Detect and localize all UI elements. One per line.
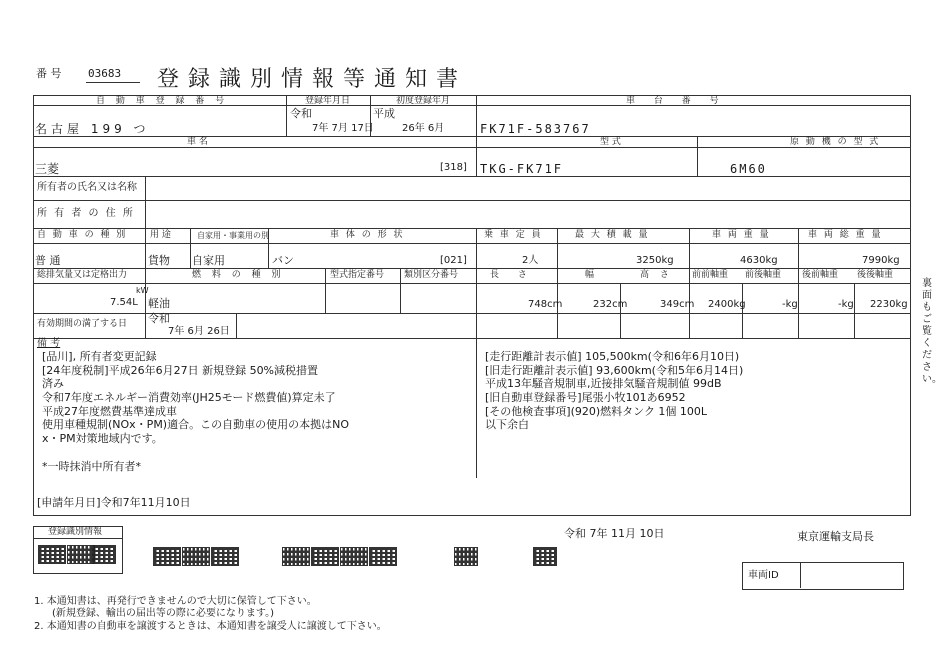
owner-name-label: 所有者の氏名又は名称: [37, 182, 137, 193]
reg-date-value: 7年 7月 17日: [312, 123, 374, 134]
expiry-header: 有効期間の満了する日: [37, 319, 128, 329]
rear-front-axle-header: 後前軸重: [802, 270, 839, 280]
remark-line: 使用車種規制(NOx・PM)適合。この自動車の使用の本拠はNO: [42, 418, 349, 431]
body-value: バン: [272, 254, 294, 267]
first-reg-header: 初度登録年月: [396, 96, 451, 106]
qr-code: [38, 545, 66, 564]
remark-line: *一時抹消中所有者*: [42, 460, 141, 473]
displacement-value: 7.54L: [110, 297, 138, 308]
model-code: [318]: [440, 162, 467, 173]
expiry-date: 7年 6月 26日: [168, 326, 230, 337]
reg-number-value: 名古屋 199 つ: [35, 122, 150, 136]
issue-date: 令和 7年 11月 10日: [564, 527, 665, 540]
length-value: 748cm: [528, 299, 563, 310]
number-label: 番 号: [36, 67, 62, 80]
displacement-unit: kW: [136, 286, 149, 295]
width-header: 幅: [585, 270, 595, 280]
private-value: 自家用: [192, 254, 225, 267]
category-number-header: 類別区分番号: [404, 270, 459, 280]
application-date: [申請年月日]令和7年11月10日: [37, 496, 191, 509]
rear-rear-axle-value: 2230kg: [870, 299, 908, 310]
owner-address-label: 所 有 者 の 住 所: [37, 208, 135, 219]
max-load-value: 3250kg: [636, 255, 674, 266]
qr-code: [182, 547, 210, 566]
qr-code: [369, 547, 397, 566]
model-header: 型 式: [600, 137, 621, 147]
gross-weight-value: 7990kg: [862, 255, 900, 266]
chassis-value: FK71F-583767: [480, 122, 591, 136]
qr-code: [92, 545, 116, 564]
front-rear-axle-header: 前後軸重: [745, 270, 782, 280]
car-name-value: 三菱: [35, 162, 60, 176]
remark-line: [24年度税制]平成26年6月27日 新規登録 50%減税措置: [42, 364, 319, 377]
reg-era: 令和: [290, 107, 312, 120]
rear-front-axle-value: -kg: [838, 299, 854, 310]
front-front-axle-value: 2400kg: [708, 299, 746, 310]
issuer: 東京運輸支局長: [797, 530, 874, 543]
rear-rear-axle-header: 後後軸重: [857, 270, 894, 280]
document-number: 03683: [88, 67, 122, 80]
remarks-header: 備 考: [37, 338, 61, 349]
qr-code: [340, 547, 368, 566]
max-load-header: 最 大 積 載 量: [575, 230, 650, 240]
usage-value: 貨物: [148, 254, 170, 267]
length-header: 長 さ: [490, 270, 535, 280]
side-note: 裏面もご覧ください。: [922, 278, 942, 385]
fuel-value: 軽油: [148, 297, 170, 310]
document-title: 登録識別情報等通知書: [157, 67, 468, 92]
remark-line: 令和7年度エネルギー消費効率(JH25モード燃費値)算定未了: [42, 391, 336, 404]
front-front-axle-header: 前前軸重: [692, 270, 729, 280]
kind-value: 普 通: [35, 254, 61, 267]
body-shape-header: 車 体 の 形 状: [330, 230, 405, 240]
qr-code: [67, 545, 95, 564]
footer-note: (新規登録、輸出の届出等の際に必要になります。): [52, 608, 275, 619]
remark-line: 以下余白: [485, 418, 529, 431]
type-designation-header: 型式指定番号: [330, 270, 385, 280]
model-value: TKG-FK71F: [480, 162, 564, 176]
capacity-value: 2人: [522, 255, 539, 266]
reg-number-header: 自 動 車 登 録 番 号: [96, 96, 229, 106]
body-code: [021]: [440, 255, 467, 266]
number-underline: [86, 82, 140, 83]
remark-line: x・PM対策地域内です。: [42, 432, 163, 445]
usage-header: 用 途: [150, 230, 171, 240]
first-reg-value: 26年 6月: [402, 123, 445, 134]
engine-header: 原 動 機 の 型 式: [790, 137, 881, 147]
footer-note: 1. 本通知書は、再発行できませんので大切に保管して下さい。: [34, 596, 317, 607]
remark-line: 済み: [42, 377, 64, 390]
displacement-header: 総排気量又は定格出力: [37, 270, 128, 280]
engine-value: 6M60: [730, 162, 767, 176]
qr-code: [454, 547, 478, 566]
chassis-header: 車 台 番 号: [626, 96, 727, 106]
capacity-header: 乗 車 定 員: [484, 230, 543, 240]
qr-code: [533, 547, 557, 566]
name-header: 車 名: [187, 137, 208, 147]
private-business-header: 自家用・事業用の別: [197, 231, 269, 240]
expiry-era: 令和: [148, 312, 170, 325]
fuel-header: 燃 料 の 種 別: [192, 270, 285, 280]
footer-note: 2. 本通知書の自動車を譲渡するときは、本通知書を譲受人に譲渡して下さい。: [34, 621, 387, 632]
weight-header: 車 両 重 量: [712, 230, 771, 240]
remark-line: 平成13年騒音規制車,近接排気騒音規制値 99dB: [485, 377, 722, 390]
remark-line: [旧走行距離計表示値] 93,600km(令和5年6月14日): [485, 364, 744, 377]
height-header: 高 さ: [640, 270, 673, 280]
vehicle-kind-header: 自 動 車 の 種 別: [37, 230, 128, 240]
reg-date-header: 登録年月日: [305, 96, 351, 106]
qr-code: [153, 547, 181, 566]
remark-line: [走行距離計表示値] 105,500km(令和6年6月10日): [485, 350, 740, 363]
remark-line: [その他検査事項](920)燃料タンク 1個 100L: [485, 405, 708, 418]
qr-code: [211, 547, 239, 566]
height-value: 349cm: [660, 299, 695, 310]
first-reg-era: 平成: [373, 107, 395, 120]
gross-weight-header: 車 両 総 重 量: [808, 230, 883, 240]
front-rear-axle-value: -kg: [782, 299, 798, 310]
remark-line: 平成27年度燃費基準達成車: [42, 405, 177, 418]
width-value: 232cm: [593, 299, 628, 310]
reg-info-label: 登録識別情報: [48, 527, 103, 537]
remark-line: [品川], 所有者変更記録: [42, 350, 157, 363]
weight-value: 4630kg: [740, 255, 778, 266]
qr-code: [311, 547, 339, 566]
remark-line: [旧自動車登録番号]尾張小牧101あ6952: [485, 391, 686, 404]
vehicle-id-label: 車両ID: [748, 570, 779, 581]
qr-code: [282, 547, 310, 566]
